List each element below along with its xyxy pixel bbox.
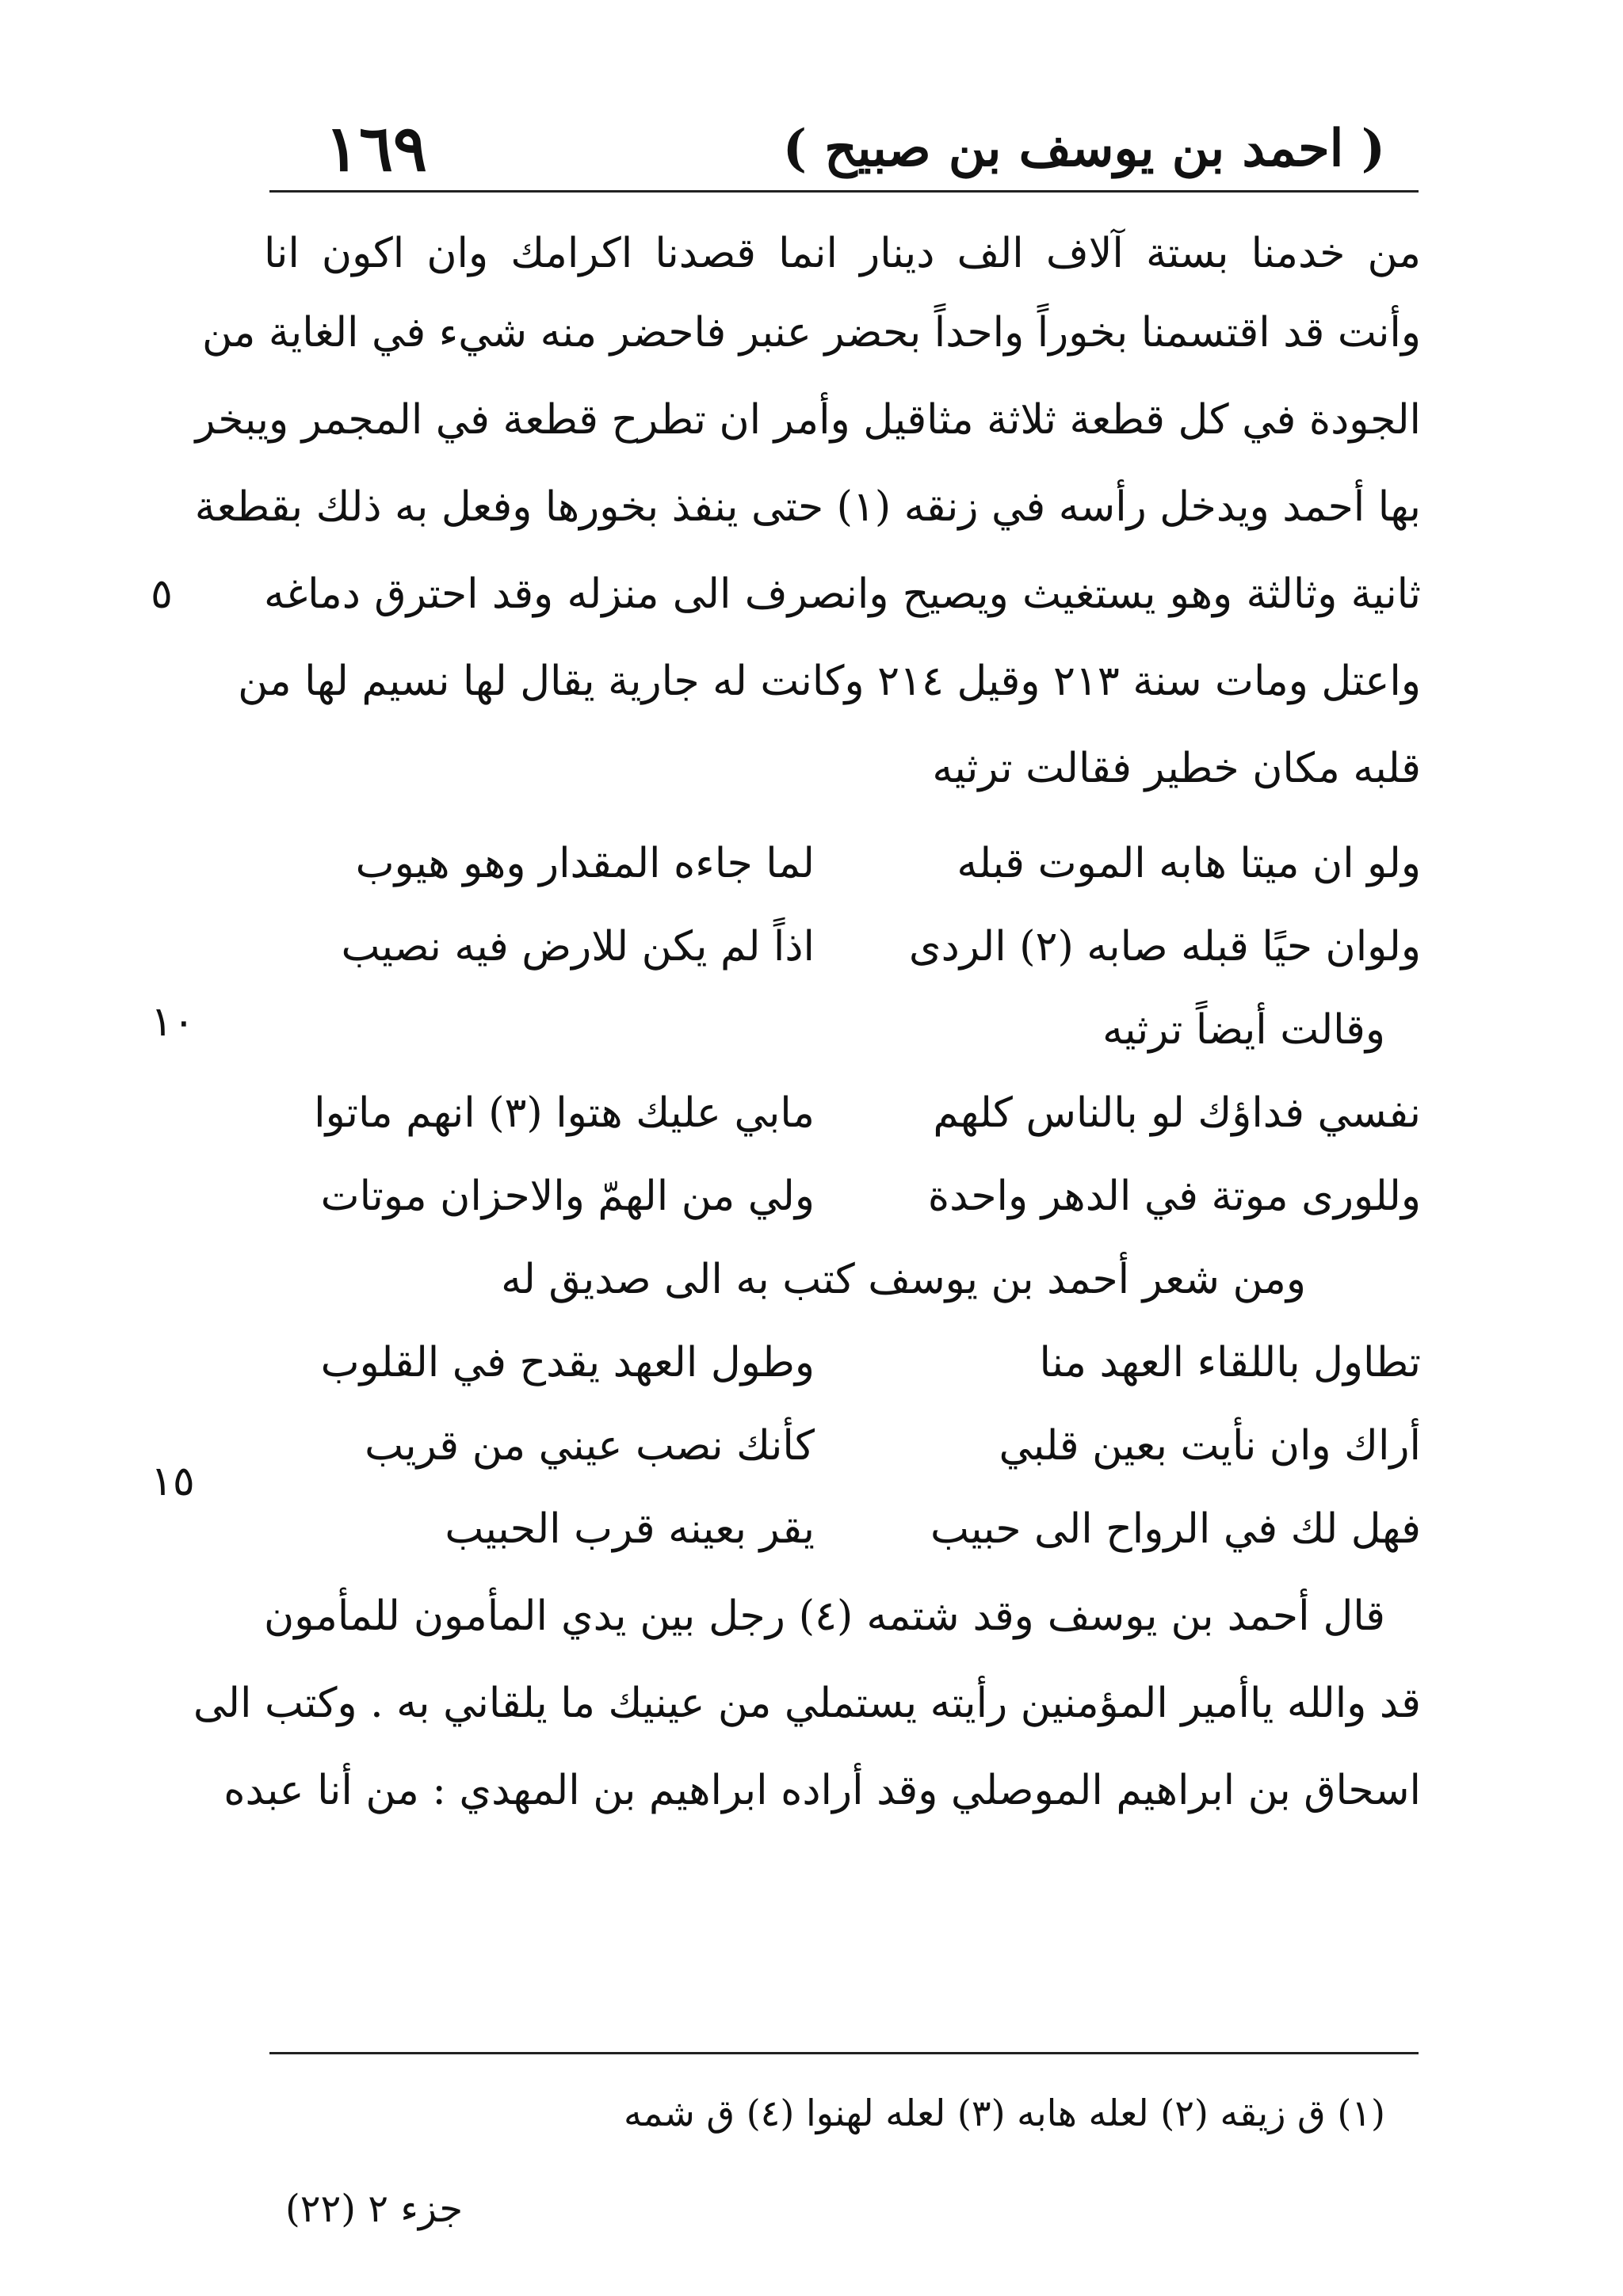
verse-hemistich: لما جاءه المقدار وهو هيوب (355, 840, 815, 887)
verse-intro: وقالت أيضاً ترثيه (1102, 1006, 1385, 1054)
line-number: ٥ (151, 570, 173, 618)
verse-hemistich: وطول العهد يقدح في القلوب (320, 1339, 815, 1386)
prose-line: واعتل ومات سنة ٢١٣ وقيل ٢١٤ وكانت له جارية يقال لها نسيم لها من (238, 658, 1421, 705)
prose-line: بها أحمد ويدخل رأسه في زنقه (١) حتى ينفذ بخورها وفعل به ذلك بقطعة (194, 483, 1421, 531)
prose-line: من خدمنا بستة آلاف الف دينار انما قصدنا اكرامك وان اكون انا (264, 230, 1421, 277)
verse-hemistich: اذاً لم يكن للارض فيه نصيب (341, 923, 815, 971)
prose-line: قال أحمد بن يوسف وقد شتمه (٤) رجل بين يدي المأمون للمأمون (264, 1592, 1386, 1640)
line-number: ١٠ (151, 998, 195, 1046)
prose-line: ثانية وثالثة وهو يستغيث ويصيح وانصرف الى منزله وقد احترق دماغه (264, 570, 1421, 618)
verse-intro: ومن شعر أحمد بن يوسف كتب به الى صديق له (501, 1256, 1306, 1303)
verse-hemistich: ولي من الهمّ والاحزان موتات (320, 1173, 815, 1220)
footnotes: (١) ق زيقه (٢) لعله هابه (٣) لعله لهنوا (٤) ق شمه (623, 2092, 1385, 2134)
verse-hemistich: يقر بعينه قرب الحبيب (445, 1505, 815, 1553)
prose-line: وأنت قد اقتسمنا بخوراً واحداً بحضر عنبر فاحضر منه شيء في الغاية من (201, 309, 1421, 357)
prose-line: قلبه مكان خطير فقالت ترثيه (932, 745, 1421, 792)
verse-hemistich: ولوان حيًا قبله صابه (٢) الردى (908, 923, 1421, 971)
running-title: ( احمد بن يوسف بن صبيح ) (782, 119, 1385, 178)
prose-line: قد والله ياأمير المؤمنين رأيته يستملي من عينيك ما يلقاني به . وكتب الى (193, 1680, 1421, 1727)
verse-hemistich: ولو ان ميتا هابه الموت قبله (957, 840, 1421, 887)
page-header (262, 111, 1385, 198)
header-rule (269, 190, 1419, 193)
verse-hemistich: وللورى موتة في الدهر واحدة (927, 1173, 1421, 1220)
verse-hemistich: كأنك نصب عيني من قريب (365, 1422, 815, 1470)
page-number: ١٦٩ (325, 111, 427, 185)
verse-hemistich: مابي عليك هتوا (٣) انهم ماتوا (314, 1089, 815, 1137)
verse-hemistich: أراك وان نأيت بعين قلبي (999, 1422, 1421, 1470)
verse-hemistich: فهل لك في الرواح الى حبيب (930, 1505, 1421, 1553)
verse-hemistich: نفسي فداؤك لو بالناس كلهم (933, 1089, 1421, 1137)
prose-line: الجودة في كل قطعة ثلاثة مثاقيل وأمر ان تطرح قطعة في المجمر ويبخر (195, 396, 1421, 444)
footnote-rule (269, 2052, 1419, 2054)
verse-hemistich: تطاول باللقاء العهد منا (1039, 1339, 1421, 1386)
printer-signature: جزء ٢ (٢٢) (285, 2187, 464, 2231)
line-number: ١٥ (151, 1458, 195, 1505)
prose-line: اسحاق بن ابراهيم الموصلي وقد أراده ابراهيم بن المهدي : من أنا عبده (223, 1767, 1421, 1814)
